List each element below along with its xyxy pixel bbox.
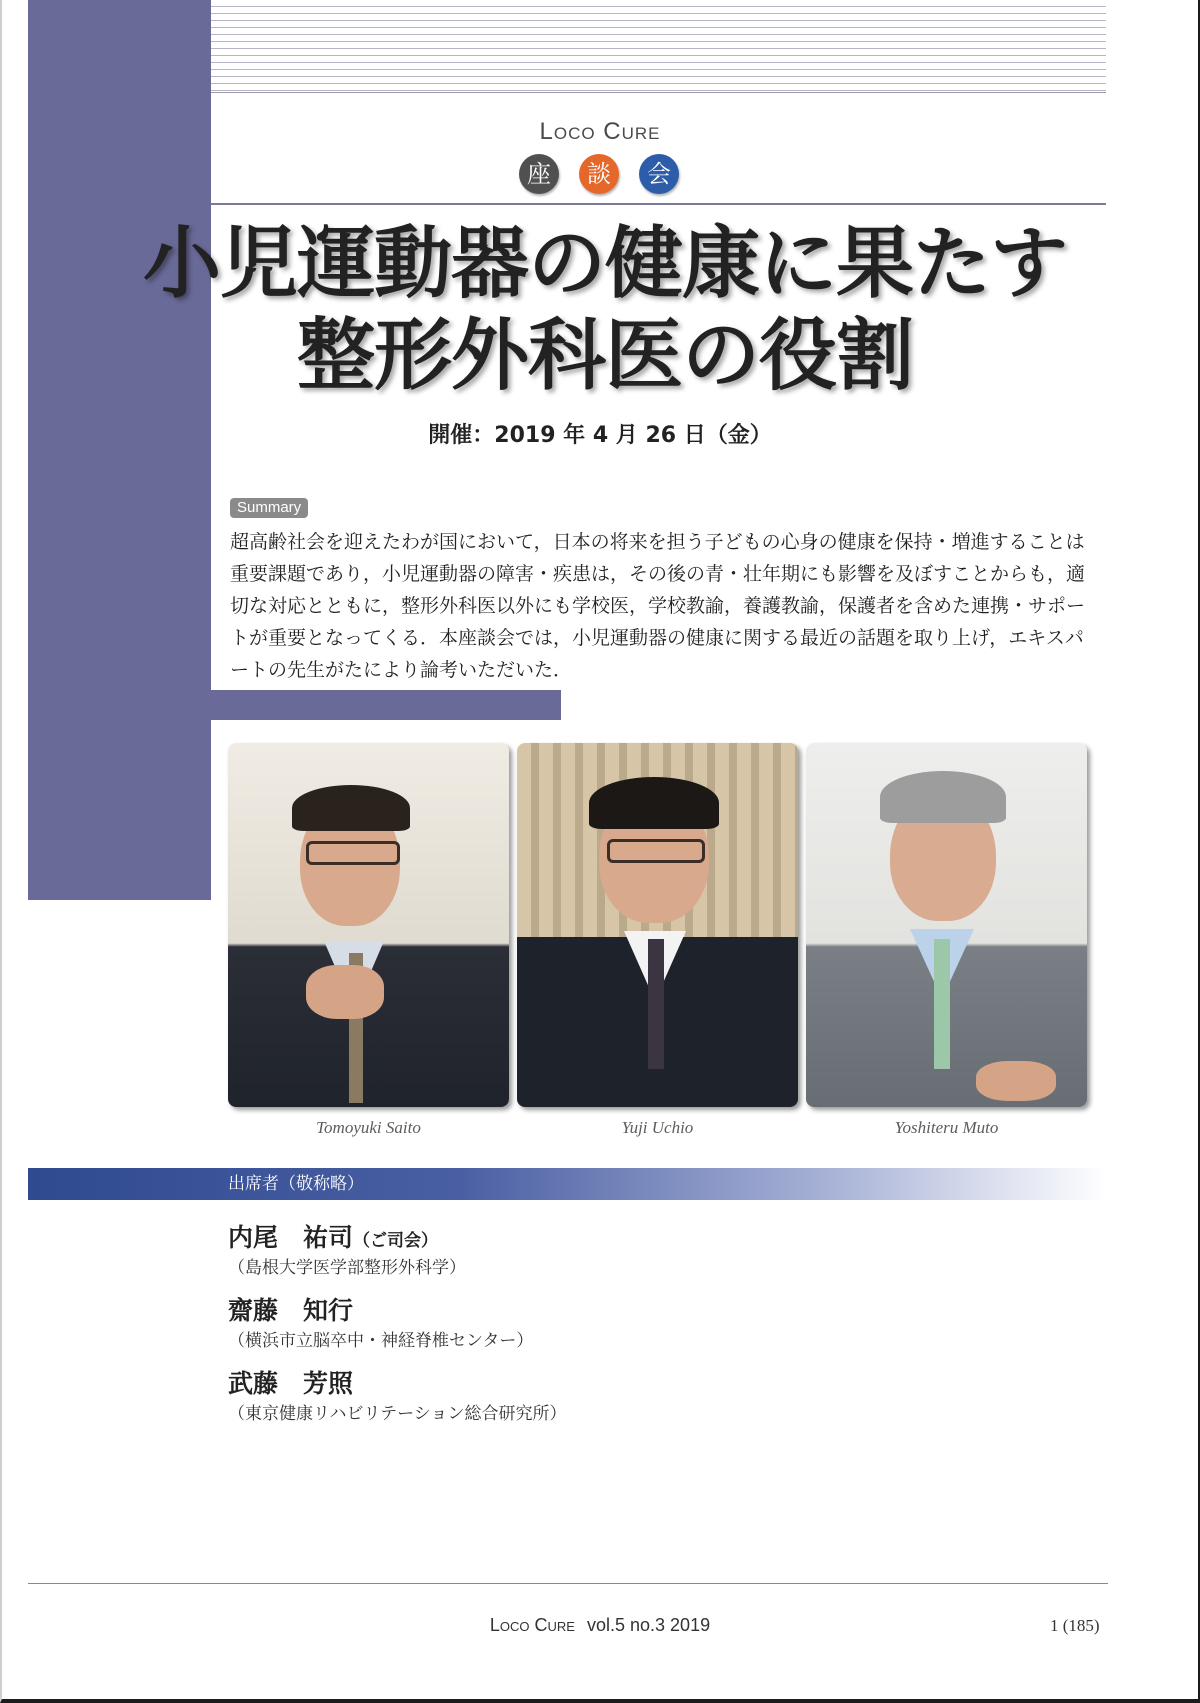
photo-tomoyuki-saito: [228, 743, 509, 1107]
badge-circle-kai: 会: [639, 154, 679, 194]
attendee-name-3: 武藤 芳照: [228, 1369, 354, 1398]
glasses-icon: [306, 841, 400, 865]
attendee-name-1: [228, 1218, 438, 1254]
article-title: [110, 218, 1100, 402]
photo-yoshiteru-muto: [806, 743, 1087, 1107]
badge-circle-za: 座: [519, 154, 559, 194]
photo-caption-1: Tomoyuki Saito: [316, 1118, 421, 1137]
roundtable-badges: [519, 154, 679, 196]
attendee-name-2: 齋藤 知行: [228, 1296, 354, 1325]
badge-circle-dan: 談: [579, 154, 619, 194]
header-ruled-lines: [211, 0, 1106, 92]
portrait-tie: [648, 939, 664, 1069]
portrait-hair: [589, 777, 719, 829]
series-name: Loco Cure: [539, 118, 661, 145]
attendee-affiliation-2: （横浜市立脳卒中・神経脊椎センター）: [228, 1331, 534, 1351]
footer-issue: [380, 1615, 820, 1636]
portrait-hand: [306, 965, 384, 1019]
footer-brand: Loco Cure: [489, 1615, 575, 1635]
summary-badge: Summary: [230, 498, 308, 518]
attendee-name-text: 内尾 祐司: [228, 1223, 354, 1252]
portrait-hair: [292, 785, 410, 831]
page-number: 1 (185): [1050, 1616, 1100, 1635]
title-line-1: 小児運動器の健康に果たす: [142, 219, 1067, 309]
portrait-tie: [934, 939, 950, 1069]
attendee-affiliation-1: （島根大学医学部整形外科学）: [228, 1258, 466, 1278]
attendee-role: （ご司会）: [353, 1231, 439, 1251]
title-line-2: 整形外科医の役割: [296, 311, 913, 401]
attendee-affiliation-3: （東京健康リハビリテーション総合研究所）: [228, 1404, 567, 1424]
photo-caption-2: Yuji Uchio: [621, 1118, 694, 1137]
portrait-hand: [976, 1061, 1056, 1101]
header-rule-end: [211, 92, 1106, 93]
footer-rule: [28, 1583, 1108, 1584]
event-date: 開催：2019 年 4 月 26 日（金）: [428, 423, 772, 448]
decorative-band-ledge: [211, 690, 561, 720]
glasses-icon: [607, 839, 705, 863]
participant-photos: [228, 743, 1088, 1113]
header-divider: [211, 203, 1106, 205]
photo-yuji-uchio: [517, 743, 798, 1107]
photo-caption-3: Yoshiteru Muto: [894, 1118, 999, 1137]
attendees-bar: [28, 1168, 1108, 1200]
attendees-label: 出席者（敬称略）: [228, 1174, 364, 1194]
portrait-hair: [880, 771, 1006, 823]
summary-text: 超高齢社会を迎えたわが国において，日本の将来を担う子どもの心身の健康を保持・増進することは重要課題であり，小児運動器の障害・疾患は，その後の青・壮年期にも影響を及ぼすことからも，適切な対応とともに，整形外科医以外にも学校医，学校教諭，養護教諭，保護者を含めた連携・サポートが重要となってくる．本座談会では，小児運動器の健康に関する最近の話題を取り上げ，エキスパートの先生がたにより論考いただいた．: [230, 531, 1086, 681]
footer-volume: vol.5 no.3 2019: [586, 1615, 711, 1635]
decorative-band: [28, 0, 211, 900]
